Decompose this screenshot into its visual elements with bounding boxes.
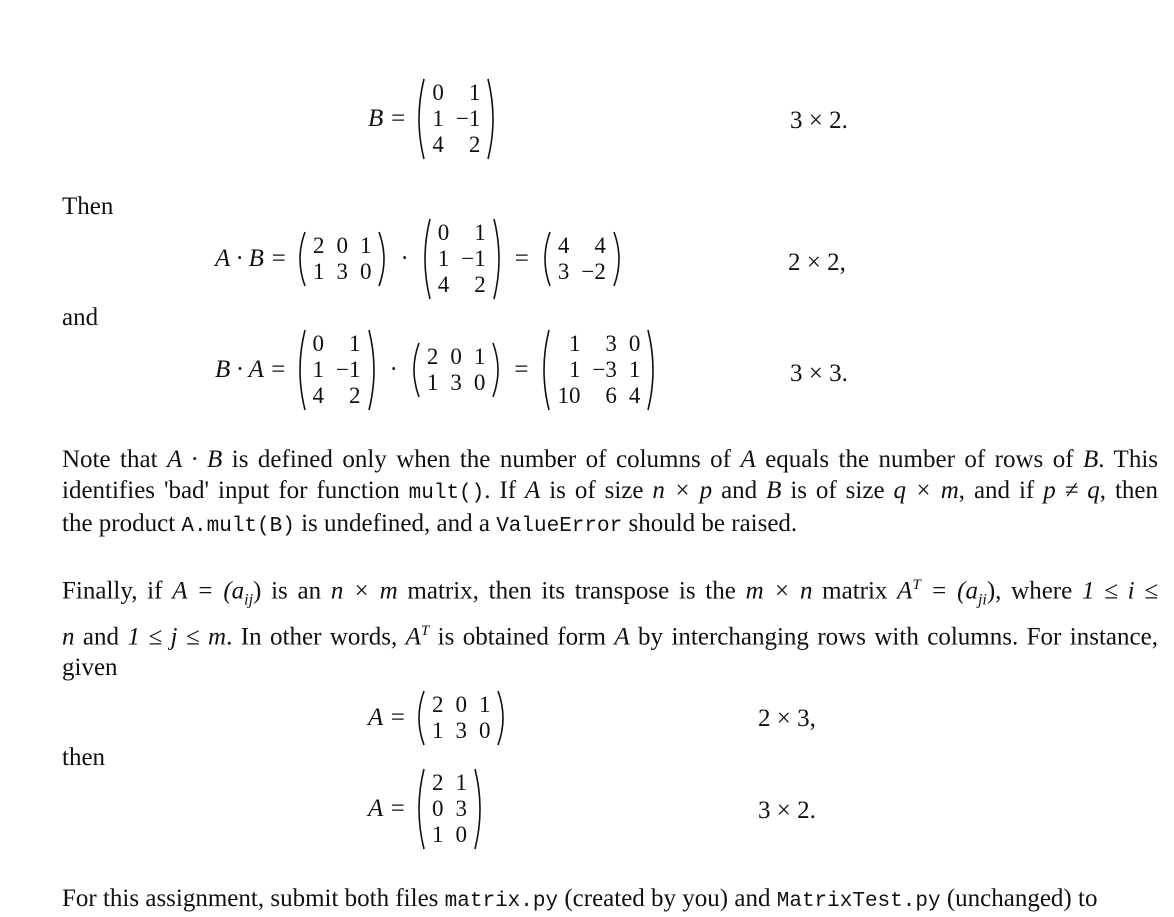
right-parenthesis [492, 217, 506, 301]
matrix-cell: 2 [431, 770, 444, 795]
left-parenthesis [293, 230, 307, 288]
matrix-cell: 1 [478, 692, 491, 717]
dot-operator: · [389, 356, 398, 383]
matrix-cell: 0 [473, 370, 486, 395]
matrix-A-in-BA [405, 344, 508, 396]
matrix-cell: 0 [336, 233, 348, 258]
code-A-mult-B: A.mult(B) [181, 515, 295, 538]
matrix-cell: 2 [474, 272, 486, 297]
file-MatrixTest-py: MatrixTest.py [776, 890, 941, 913]
matrix-cell: −1 [455, 106, 481, 131]
matrix-cell: 1 [432, 106, 444, 131]
matrix-cell: 2 [349, 383, 361, 408]
matrix-cell: −3 [592, 357, 617, 382]
matrix-cell: 10 [557, 383, 581, 408]
matrix-cell: 3 [336, 259, 348, 284]
matrix-AT [410, 770, 489, 848]
left-parenthesis [418, 217, 432, 301]
matrix-cell: 4 [557, 233, 570, 258]
transpose-line-3: given [62, 653, 118, 681]
matrix-cell: 1 [437, 246, 450, 271]
right-parenthesis [491, 341, 505, 399]
left-parenthesis [407, 341, 421, 399]
matrix-cell: 1 [628, 357, 641, 382]
matrix-cell: 3 [605, 331, 617, 356]
code-mult: mult() [408, 481, 485, 505]
matrix-cell: 0 [431, 796, 444, 821]
matrix-cell: 1 [473, 344, 486, 369]
note-line-2: identifies 'bad' input for function mult(). If A is of size n × p and B is of size q × m, and if p ≠ q, then [62, 476, 1159, 505]
left-parenthesis [412, 767, 426, 851]
right-parenthesis [377, 230, 391, 288]
matrix-cell: −2 [581, 259, 606, 284]
matrix-equation-B [368, 80, 506, 158]
label-AT-eq: A = [368, 795, 406, 822]
word-and: and [62, 304, 99, 331]
transpose-paragraph [62, 570, 1158, 683]
right-parenthesis [473, 767, 487, 851]
left-parenthesis [412, 689, 426, 747]
matrix-cell: 0 [478, 718, 491, 743]
matrix-AB-result [536, 233, 628, 285]
matrix-B-in-AB [416, 220, 508, 298]
label-B-eq: B = [368, 105, 407, 132]
dim-BA: 3 × 3. [790, 360, 848, 387]
matrix-cell: 4 [628, 383, 641, 408]
matrix-cell: 0 [455, 822, 467, 847]
right-parenthesis [367, 328, 381, 412]
matrix-cell: 2 [312, 233, 325, 258]
label-A-eq: A = [368, 704, 406, 731]
matrix-equation-AB [215, 220, 632, 298]
matrix-cell: −1 [336, 357, 361, 382]
left-parenthesis [293, 328, 307, 412]
code-ValueError: ValueError [496, 515, 623, 538]
matrix-cell: 3 [450, 370, 462, 395]
matrix-cell: 4 [437, 272, 450, 297]
matrix-cell: 2 [468, 132, 481, 157]
matrix-cell: 4 [594, 233, 606, 258]
matrix-cell: 4 [312, 383, 325, 408]
equals-sign: = [514, 245, 529, 272]
matrix-equation-BA [215, 331, 666, 409]
note-line-1: Note that A · B is defined only when the number of columns of A equals the number of rows of B. This [62, 446, 1159, 473]
matrix-B [410, 80, 502, 158]
transpose-line-2: n and 1 ≤ j ≤ m. In other words, $A^T$ is obtained form A by interchanging rows with columns. For instance, [62, 622, 1158, 651]
matrix-cell: 3 [455, 718, 467, 743]
file-matrix-py: matrix.py [444, 890, 559, 913]
matrix-cell: 1 [359, 233, 372, 258]
matrix-cell: 1 [426, 370, 439, 395]
left-parenthesis [412, 77, 426, 161]
right-parenthesis [496, 689, 510, 747]
matrix-A-in-AB [291, 233, 394, 285]
matrix-cell: 3 [455, 796, 467, 821]
matrix-cell: 1 [468, 80, 481, 105]
note-paragraph [62, 445, 1158, 543]
matrix-cell: 1 [349, 331, 361, 356]
dim-AB: 2 × 2, [788, 249, 846, 276]
matrix-cell: 6 [605, 383, 617, 408]
label-AB-eq: A · B = [215, 245, 287, 272]
matrix-BA-result [535, 331, 662, 409]
matrix-cell: 1 [431, 718, 444, 743]
matrix-cell: 2 [431, 692, 444, 717]
matrix-cell: 1 [568, 331, 581, 356]
label-BA-eq: B · A = [215, 356, 287, 383]
matrix-cell: 2 [426, 344, 439, 369]
right-parenthesis [486, 77, 500, 161]
matrix-cell: 1 [312, 259, 325, 284]
left-parenthesis [537, 328, 551, 412]
right-parenthesis [646, 328, 660, 412]
matrix-cell: 0 [628, 331, 641, 356]
matrix-cell: 1 [474, 220, 486, 245]
matrix-cell: 0 [437, 220, 450, 245]
submission-line: For this assignment, submit both files matrix.py (created by you) and MatrixTest.py (unchanged) to [62, 885, 1098, 913]
dot-operator: · [400, 245, 409, 272]
dim-A: 2 × 3, [758, 705, 816, 732]
note-line-3: the product A.mult(B) is undefined, and a ValueError should be raised. [62, 510, 798, 538]
equals-sign: = [514, 356, 529, 383]
transpose-line-1: Finally, if $A = (a_{ij})$ is an n × m matrix, then its transpose is the m × n matrix $A^T = (a_{ji})$, where 1 ≤ i ≤ [62, 577, 1159, 609]
matrix-cell: 4 [432, 132, 444, 157]
dim-AT: 3 × 2. [758, 797, 816, 824]
matrix-A [410, 692, 513, 744]
matrix-cell: 0 [455, 692, 467, 717]
matrix-cell: 0 [359, 259, 372, 284]
matrix-cell: 0 [450, 344, 462, 369]
right-parenthesis [612, 230, 626, 288]
matrix-B-in-BA [291, 331, 383, 409]
matrix-cell: 1 [455, 770, 467, 795]
matrix-cell: 0 [312, 331, 325, 356]
matrix-cell: 1 [431, 822, 444, 847]
matrix-equation-A [368, 692, 516, 744]
word-then: Then [62, 193, 114, 220]
dim-B: 3 × 2. [790, 107, 848, 134]
matrix-cell: −1 [461, 246, 486, 271]
matrix-cell: 1 [568, 357, 581, 382]
matrix-equation-AT [368, 770, 493, 848]
word-then-2: then [62, 744, 106, 771]
matrix-cell: 0 [432, 80, 444, 105]
matrix-cell: 3 [557, 259, 570, 284]
matrix-cell: 1 [312, 357, 325, 382]
left-parenthesis [538, 230, 552, 288]
